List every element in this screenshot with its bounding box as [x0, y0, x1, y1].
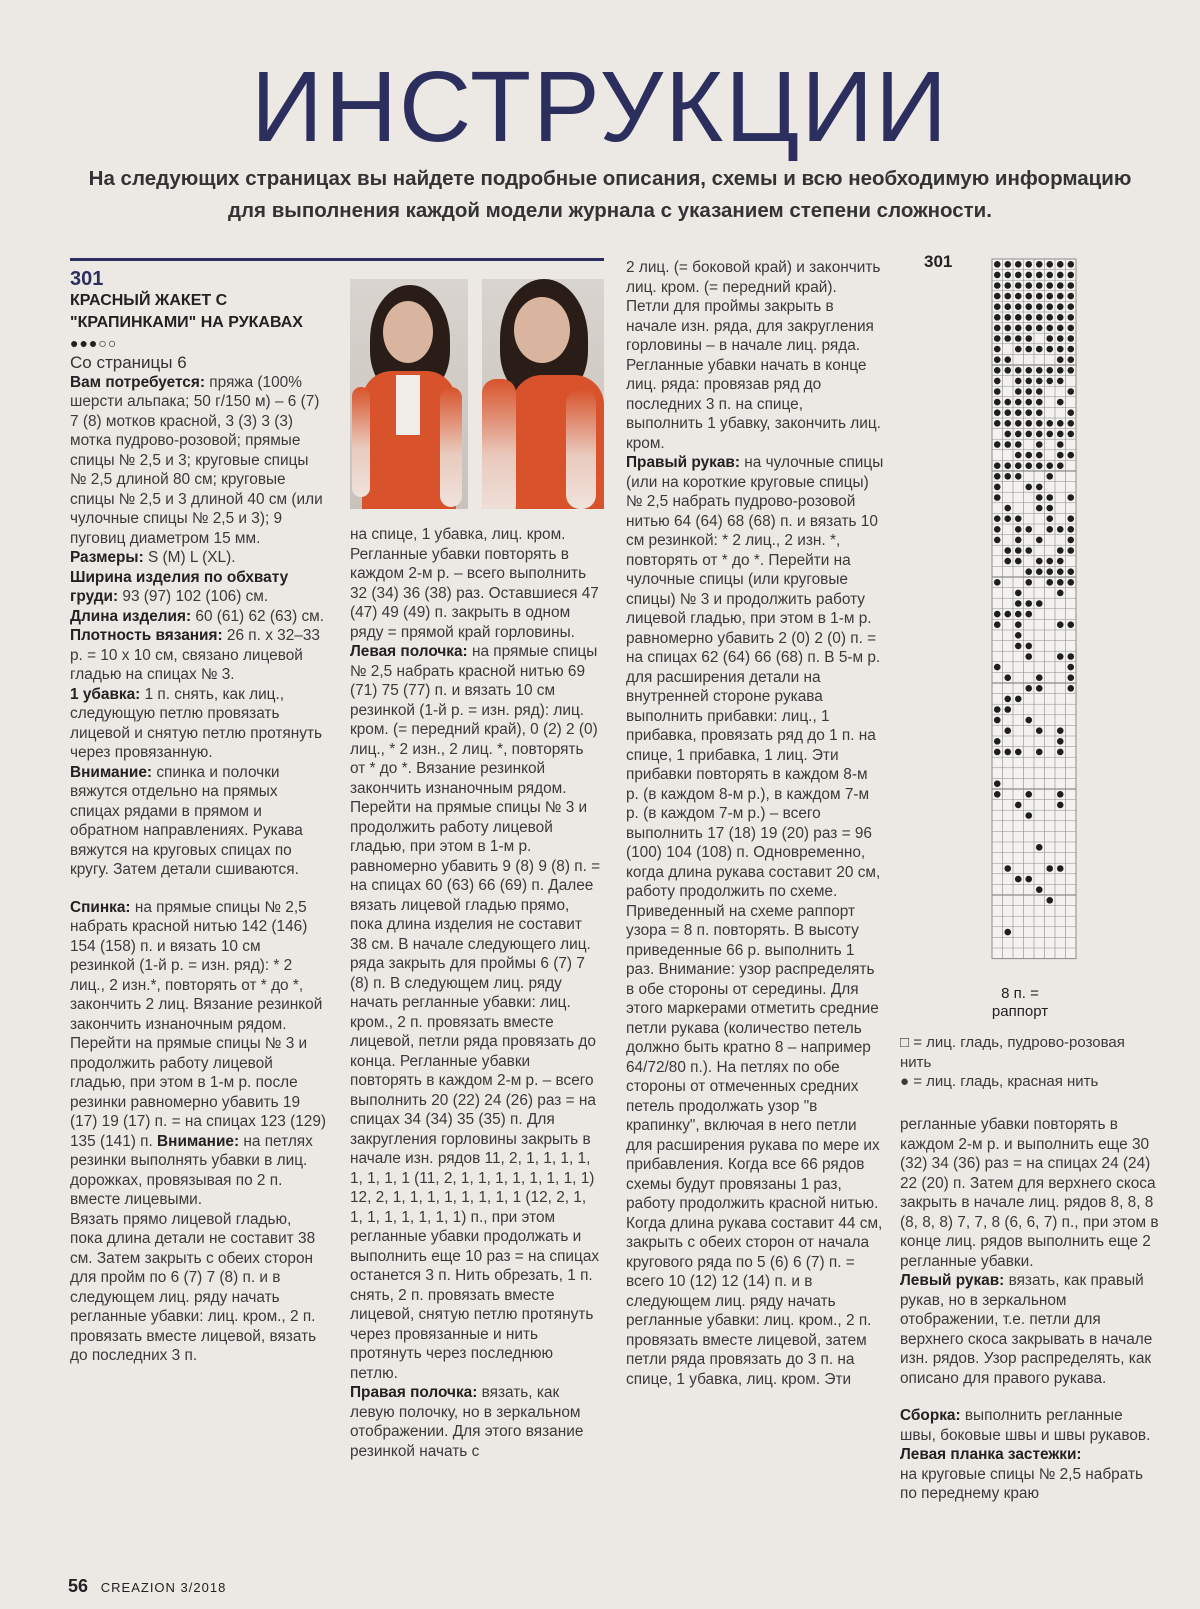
chart-stitch-dot: [1004, 515, 1011, 522]
needs-paragraph: Вам потребуется: пряжа (100% шерсти альпака; 50 г/150 м) – 6 (7) 7 (8) мотков красной, 3 (3) 3 (3) мотка пудрово-розовой; прямые спицы № 2,5 и 3; круговые спицы № 2,5 длиной 80 см; круговые спицы № 2,5 и 3 длиной 40 см (или чулочные спицы № 2,5 и 3); 9 пуговиц диаметром 15 мм.: [70, 373, 323, 547]
chart-stitch-dot: [1015, 293, 1022, 300]
chart-stitch-dot: [1057, 431, 1064, 438]
chart-stitch-dot: [1036, 272, 1043, 279]
chart-stitch-dot: [1004, 367, 1011, 374]
chart-stitch-dot: [1025, 420, 1032, 427]
chart-stitch-dot: [994, 738, 1001, 745]
chart-stitch-dot: [1004, 611, 1011, 618]
chart-stitch-dot: [1057, 378, 1064, 385]
rapport-label: [970, 985, 1070, 1021]
chart-stitch-dot: [1057, 558, 1064, 565]
chart-stitch-dot: [994, 441, 1001, 448]
chart-stitch-dot: [1067, 272, 1074, 279]
chart-stitch-dot: [1036, 685, 1043, 692]
chart-stitch-dot: [994, 378, 1001, 385]
chart-legend: [900, 1033, 1150, 1092]
chart-stitch-dot: [1036, 431, 1043, 438]
chart-stitch-dot: [994, 420, 1001, 427]
chart-stitch-dot: [1067, 303, 1074, 310]
intro-text: На следующих страницах вы найдете подробные описания, схемы и всю необходимую информацию для выполнения каждой модели журнала с указанием степени сложности.: [88, 167, 1132, 222]
chart-stitch-dot: [1004, 674, 1011, 681]
chart-stitch-dot: [1015, 537, 1022, 544]
chart-stitch-dot: [1015, 409, 1022, 416]
knitting-chart: [990, 257, 1080, 981]
chart-stitch-dot: [1004, 335, 1011, 342]
chart-stitch-dot: [1015, 441, 1022, 448]
chart-stitch-dot: [1067, 325, 1074, 332]
chart-stitch-dot: [1036, 558, 1043, 565]
chart-stitch-dot: [994, 611, 1001, 618]
left-sleeve-paragraph: Левый рукав: вязать, как правый рукав, но в зеркальном отображении, т.е. петли для верхнего скоса закрывать в начале изн. рядов. Узор распределять, как описано для правого рукава.: [900, 1272, 1153, 1387]
chart-stitch-dot: [994, 484, 1001, 491]
chart-stitch-dot: [1004, 706, 1011, 713]
col3-paragraph-1: 2 лиц. (= боковой край) и закончить лиц. кром. (= передний край). Петли для проймы закрыть в начале изн. ряда, для закругления горловины – в начале лиц. ряда. Регланные убавки начать в конце лиц. ряда: провязав ряд до последних 3 п. на спице, выполнить 1 убавку, закончить лиц. кром.: [626, 259, 881, 452]
chart-stitch-dot: [1046, 505, 1053, 512]
chart-stitch-dot: [1036, 303, 1043, 310]
chart-stitch-dot: [1057, 802, 1064, 809]
chart-stitch-dot: [994, 664, 1001, 671]
placket-label: Левая планка застежки:: [900, 1446, 1082, 1463]
width-paragraph: Ширина изделия по обхвату груди: 93 (97) 102 (106) см.: [70, 568, 289, 605]
col2-paragraph-1: на спице, 1 убавка, лиц. кром. Регланные убавки повторять в каждом 2-м р. – всего выполнить 32 (34) 36 (38) раз. Оставшиеся 47 (47) 49 (49) п. закрыть в одном ряду = прямой край горловины.: [350, 526, 599, 641]
chart-stitch-dot: [1025, 462, 1032, 469]
model-photo-detail: [482, 279, 604, 509]
chart-stitch-dot: [1015, 515, 1022, 522]
chart-stitch-dot: [1015, 611, 1022, 618]
chart-stitch-dot: [1057, 399, 1064, 406]
column-3: [626, 258, 884, 1389]
chart-stitch-dot: [1057, 749, 1064, 756]
chart-stitch-dot: [1057, 367, 1064, 374]
placket-paragraph: на круговые спицы № 2,5 набрать по переднему краю: [900, 1465, 1144, 1502]
chart-stitch-dot: [1067, 452, 1074, 459]
chart-stitch-dot: [1036, 293, 1043, 300]
chart-stitch-dot: [1067, 515, 1074, 522]
chart-stitch-dot: [1025, 685, 1032, 692]
page-footer: [68, 1576, 226, 1597]
chart-stitch-dot: [1025, 484, 1032, 491]
right-sleeve-paragraph: Правый рукав: на чулочные спицы (или на короткие круговые спицы) № 2,5 набрать пудрово-розовой нитью 64 (64) 68 (68) п. и вязать 10 см резинкой: * 2 лиц., 2 изн. *, повторять от * до *. Перейти на чулочные спицы (или круговые спицы) № 3 и продолжить работу лицевой гладью, при этом в 1-м р. равномерно убавить 2 (0) 2 (0) п. = на спицах 62 (64) 66 (68) п. В 5-м р. для расширения детали на внутренней стороне рукава выполнить прибавки: лиц., 1 прибавка, провязать ряд до 1 п. на спице, 1 прибавка, 1 лиц. Эти прибавки повторять в каждом 8-м р. (в каждом 8-м р.), в каждом 7-м р. (в каждом 7-м р.) – всего выполнить 17 (18) 19 (20) раз = 96 (100) 104 (108) п. Одновременно, когда длина рукава составит 20 см, работу продолжить по схеме. Приведенный на схеме раппорт узора = 8 п. повторять. В высоту приведенные 66 р. выполнить 1 раз. Внимание: узор распределять в обе стороны от середины. Для этого маркерами отметить средние петли рукава (количество петель должно быть кратно 8 – например 64/72/80 п.). На петлях по обе стороны от отмеченных средних петель продолжать узор "в крапинку", включая в него петли для расширения рукава по мере их прибавления. Когда все 66 рядов схемы будут провязаны 1 раз, работу продолжить красной нитью. Когда длина рукава составит 44 см, закрыть с обеих сторон от начала кругового ряда по 5 (6) 6 (7) п. = всего 10 (12) 12 (14) п. и в следующем лиц. ряду начать регланные убавки: лиц. кром., 2 п. провязать вместе лицевой, затем петли ряда провязать до 3 п. на спице, 1 убавка, лиц. кром. Эти: [626, 454, 884, 1388]
chart-stitch-dot: [1046, 431, 1053, 438]
chart-stitch-dot: [1036, 886, 1043, 893]
chart-stitch-dot: [1067, 431, 1074, 438]
chart-stitch-dot: [1036, 420, 1043, 427]
chart-stitch-dot: [1004, 303, 1011, 310]
chart-stitch-dot: [1025, 409, 1032, 416]
chart-stitch-dot: [1057, 356, 1064, 363]
column-4: [900, 1115, 1160, 1504]
chart-stitch-dot: [1004, 409, 1011, 416]
length-paragraph: Длина изделия: 60 (61) 62 (63) см.: [70, 607, 325, 625]
chart-stitch-dot: [1015, 325, 1022, 332]
chart-stitch-dot: [1046, 897, 1053, 904]
chart-stitch-dot: [1025, 346, 1032, 353]
rapport-word: раппорт: [991, 1003, 1049, 1020]
chart-stitch-dot: [1067, 494, 1074, 501]
chart-stitch-dot: [1004, 282, 1011, 289]
chart-stitch-dot: [1046, 272, 1053, 279]
chart-stitch-dot: [1067, 409, 1074, 416]
chart-stitch-dot: [1015, 452, 1022, 459]
chart-number: 301: [924, 252, 953, 271]
chart-stitch-dot: [1004, 314, 1011, 321]
chart-stitch-dot: [1036, 282, 1043, 289]
chart-stitch-dot: [1057, 590, 1064, 597]
chart-stitch-dot: [1046, 282, 1053, 289]
chart-stitch-dot: [1015, 367, 1022, 374]
chart-stitch-dot: [1067, 547, 1074, 554]
chart-stitch-dot: [1036, 727, 1043, 734]
chart-stitch-dot: [1015, 282, 1022, 289]
chart-stitch-dot: [1046, 367, 1053, 374]
chart-stitch-dot: [1057, 526, 1064, 533]
chart-stitch-dot: [1004, 929, 1011, 936]
chart-stitch-dot: [1067, 579, 1074, 586]
chart-stitch-dot: [1036, 367, 1043, 374]
chart-stitch-dot: [1025, 653, 1032, 660]
chart-stitch-dot: [1015, 558, 1022, 565]
back-paragraph: Спинка: на прямые спицы № 2,5 набрать красной нитью 142 (146) 154 (158) п. и вязать 10 см резинкой (1-й р. = изн. ряд): * 2 лиц., 2 изн.*, повторять от * до *, закончить 2 лиц. Вязание резинкой закончить изнаночным рядом. Перейти на прямые спицы № 3 и продолжить работу лицевой гладью, при этом в 1-м р. после резинки равномерно убавить 19 (17) 19 (17) п. = на спицах 123 (129) 135 (141) п. Внимание: на петлях резинки выполнять убавки в лиц. дорожках, провязывая по 2 п. вместе лицевыми.: [70, 898, 327, 1208]
chart-stitch-dot: [1025, 367, 1032, 374]
chart-stitch-dot: [994, 717, 1001, 724]
chart-stitch-dot: [994, 515, 1001, 522]
chart-stitch-dot: [1015, 590, 1022, 597]
chart-stitch-dot: [1057, 568, 1064, 575]
chart-stitch-dot: [1067, 568, 1074, 575]
chart-stitch-dot: [1025, 314, 1032, 321]
chart-stitch-dot: [1057, 547, 1064, 554]
chart-stitch-dot: [1015, 378, 1022, 385]
chart-stitch-dot: [1067, 314, 1074, 321]
chart-stitch-dot: [1057, 727, 1064, 734]
chart-stitch-dot: [1025, 643, 1032, 650]
model-title: КРАСНЫЙ ЖАКЕТ С "КРАПИНКАМИ" НА РУКАВАХ: [70, 291, 303, 331]
chart-stitch-dot: [1004, 261, 1011, 268]
magazine-issue: CREAZION 3/2018: [100, 1580, 227, 1595]
chart-stitch-dot: [994, 261, 1001, 268]
chart-stitch-dot: [1004, 356, 1011, 363]
chart-stitch-dot: [1036, 441, 1043, 448]
chart-stitch-dot: [1036, 452, 1043, 459]
chart-stitch-dot: [1025, 282, 1032, 289]
right-front-paragraph: Правая полочка: вязать, как левую полочку, но в зеркальном отображении. Для этого вязание резинкой начать с: [350, 1384, 584, 1460]
chart-stitch-dot: [1015, 696, 1022, 703]
chart-stitch-dot: [994, 537, 1001, 544]
chart-stitch-dot: [1057, 865, 1064, 872]
chart-stitch-dot: [1057, 346, 1064, 353]
chart-stitch-dot: [1057, 462, 1064, 469]
chart-stitch-dot: [1025, 526, 1032, 533]
chart-stitch-dot: [1025, 452, 1032, 459]
chart-stitch-dot: [1025, 547, 1032, 554]
chart-stitch-dot: [1067, 674, 1074, 681]
chart-stitch-dot: [1067, 261, 1074, 268]
chart-stitch-dot: [1004, 473, 1011, 480]
chart-stitch-dot: [1067, 293, 1074, 300]
difficulty-rating: ●●●○○: [70, 334, 118, 351]
chart-stitch-dot: [1015, 632, 1022, 639]
chart-stitch-dot: [1036, 568, 1043, 575]
chart-stitch-dot: [1067, 685, 1074, 692]
chart-stitch-dot: [1067, 526, 1074, 533]
chart-stitch-dot: [994, 367, 1001, 374]
chart-stitch-dot: [1025, 335, 1032, 342]
chart-stitch-dot: [1046, 314, 1053, 321]
chart-stitch-dot: [1046, 346, 1053, 353]
chart-stitch-dot: [1057, 303, 1064, 310]
chart-stitch-dot: [1057, 441, 1064, 448]
chart-stitch-dot: [1015, 420, 1022, 427]
chart-stitch-dot: [1057, 452, 1064, 459]
chart-stitch-dot: [994, 388, 1001, 395]
chart-stitch-dot: [1004, 505, 1011, 512]
chart-stitch-dot: [994, 473, 1001, 480]
chart-stitch-dot: [1036, 600, 1043, 607]
chart-stitch-dot: [1046, 515, 1053, 522]
chart-stitch-dot: [994, 335, 1001, 342]
sizes-paragraph: Размеры: S (M) L (XL).: [70, 549, 236, 566]
chart-stitch-dot: [1015, 431, 1022, 438]
chart-stitch-dot: [1004, 462, 1011, 469]
chart-stitch-dot: [1025, 399, 1032, 406]
chart-stitch-dot: [1067, 356, 1074, 363]
chart-stitch-dot: [1057, 325, 1064, 332]
chart-stitch-dot: [1015, 526, 1022, 533]
chart-stitch-dot: [1067, 621, 1074, 628]
chart-stitch-dot: [1046, 568, 1053, 575]
chart-stitch-dot: [1046, 526, 1053, 533]
chart-stitch-dot: [1057, 738, 1064, 745]
chart-stitch-dot: [1036, 314, 1043, 321]
chart-stitch-dot: [1067, 653, 1074, 660]
chart-stitch-dot: [1036, 378, 1043, 385]
chart-stitch-dot: [1004, 293, 1011, 300]
chart-stitch-dot: [1057, 579, 1064, 586]
chart-stitch-dot: [1025, 876, 1032, 883]
chart-stitch-dot: [994, 346, 1001, 353]
chart-stitch-dot: [994, 409, 1001, 416]
chart-stitch-dot: [994, 325, 1001, 332]
from-page: Со страницы 6: [70, 353, 187, 372]
chart-stitch-dot: [1036, 388, 1043, 395]
chart-stitch-dot: [1015, 303, 1022, 310]
chart-stitch-dot: [1015, 261, 1022, 268]
chart-stitch-dot: [1057, 335, 1064, 342]
chart-stitch-dot: [1046, 335, 1053, 342]
chart-stitch-dot: [1025, 600, 1032, 607]
chart-stitch-dot: [1025, 568, 1032, 575]
chart-stitch-dot: [994, 282, 1001, 289]
page-number: 56: [68, 1576, 89, 1596]
chart-stitch-dot: [1057, 621, 1064, 628]
chart-stitch-dot: [994, 399, 1001, 406]
section-rule: [70, 258, 604, 261]
chart-stitch-dot: [1036, 399, 1043, 406]
chart-stitch-dot: [1046, 462, 1053, 469]
chart-stitch-dot: [1015, 600, 1022, 607]
chart-stitch-dot: [1036, 494, 1043, 501]
chart-stitch-dot: [1004, 727, 1011, 734]
chart-stitch-dot: [1015, 547, 1022, 554]
chart-stitch-dot: [1067, 664, 1074, 671]
chart-stitch-dot: [1004, 399, 1011, 406]
legend-dark: ● = лиц. гладь, красная нить: [900, 1073, 1099, 1090]
left-front-paragraph: Левая полочка: на прямые спицы № 2,5 набрать красной нитью 69 (71) 75 (77) п. и вязать 10 см резинкой (1-й р. = изн. ряд): лиц. кром. (= передний край), 0 (2) 2 (0) лиц., * 2 изн., 2 лиц. *, повторять от * до *. Вязание резинкой закончить изнаночным рядом. Перейти на прямые спицы № 3 и продолжить работу лицевой гладью, при этом в 1-м р. равномерно убавить 9 (8) 9 (8) п. = на спицах 60 (63) 66 (69) п. Далее вязать лицевой гладью прямо, пока длина изделия не составит 38 см. В начале следующего лиц. ряда закрыть для проймы 6 (7) 7 (8) п. В следующем лиц. ряду начать регланные убавки: лиц. кром., 2 п. провязать вместе лицевой, петли ряда провязать до конца. Регланные убавки повторять в каждом 2-м р. – всего выполнить 20 (22) 24 (26) раз = на спицах 34 (34) 35 (35) п. Для закругления горловины закрыть в начале изн. рядов 11, 2, 1, 1, 1, 1, 1, 1, 1, 1 (11, 2, 1, 1, 1, 1, 1, 1, 1, 1) 12, 2, 1, 1, 1, 1, 1, 1, 1, 1 (12, 2, 1, 1, 1, 1, 1, 1, 1, 1) п., при этом регланные убавки продолжать и выполнить еще 10 раз = на спицах останется 3 п. Нить обрезать, 1 п. снять, 2 п. провязать вместе лицевой, снятую петлю протянуть через провязанные и нить протянуть через последнюю петлю.: [350, 643, 601, 1382]
chart-stitch-dot: [994, 579, 1001, 586]
chart-stitch-dot: [1036, 537, 1043, 544]
chart-stitch-dot: [1057, 791, 1064, 798]
chart-stitch-dot: [994, 621, 1001, 628]
gauge-paragraph: Плотность вязания: 26 п. х 32–33 р. = 10 х 10 см, связано лицевой гладью на спицах № 3.: [70, 627, 320, 683]
chart-stitch-dot: [994, 293, 1001, 300]
chart-stitch-dot: [1036, 484, 1043, 491]
chart-stitch-dot: [994, 272, 1001, 279]
chart-stitch-dot: [994, 706, 1001, 713]
chart-stitch-dot: [1025, 717, 1032, 724]
chart-stitch-dot: [1046, 579, 1053, 586]
attention-paragraph: Внимание: спинка и полочки вяжутся отдельно на прямых спицах рядами в прямом и обратном направлениях. Рукава вяжутся на круговых спицах по кругу. Затем детали сшиваются.: [70, 763, 303, 878]
chart-stitch-dot: [1036, 261, 1043, 268]
chart-stitch-dot: [1015, 272, 1022, 279]
assembly-paragraph: Сборка: выполнить регланные швы, боковые швы и швы рукавов.: [900, 1407, 1151, 1444]
chart-stitch-dot: [1004, 325, 1011, 332]
chart-stitch-dot: [1057, 314, 1064, 321]
chart-stitch-dot: [1015, 399, 1022, 406]
chart-stitch-dot: [1025, 325, 1032, 332]
chart-stitch-dot: [1025, 261, 1032, 268]
chart-stitch-dot: [1025, 791, 1032, 798]
chart-stitch-dot: [994, 303, 1001, 310]
chart-stitch-dot: [1067, 367, 1074, 374]
chart-stitch-dot: [1046, 261, 1053, 268]
chart-stitch-dot: [1004, 865, 1011, 872]
chart-stitch-dot: [994, 314, 1001, 321]
chart-stitch-dot: [1015, 802, 1022, 809]
chart-stitch-dot: [1046, 494, 1053, 501]
back-paragraph-2: Вязать прямо лицевой гладью, пока длина детали не составит 38 см. Затем закрыть с обеих сторон для пройм по 6 (7) 7 (8) п. и в следующем лиц. ряду начать регланные убавки: лиц. кром., 2 п. провязать вместе лицевой, вязать до последних 3 п.: [70, 1210, 317, 1364]
chart-stitch-dot: [1067, 420, 1074, 427]
chart-stitch-dot: [1015, 462, 1022, 469]
chart-stitch-dot: [1036, 749, 1043, 756]
chart-stitch-dot: [1015, 388, 1022, 395]
chart-stitch-dot: [1004, 558, 1011, 565]
chart-stitch-dot: [1004, 272, 1011, 279]
chart-stitch-dot: [1046, 473, 1053, 480]
legend-light: □ = лиц. гладь, пудрово-розовая нить: [900, 1034, 1125, 1071]
chart-stitch-dot: [994, 780, 1001, 787]
decrease-paragraph: 1 убавка: 1 п. снять, как лиц., следующую петлю провязать лицевой и снятую петлю протянуть через провязанную.: [70, 685, 323, 761]
chart-stitch-dot: [1015, 621, 1022, 628]
page-title: ИНСТРУКЦИИ: [250, 51, 950, 163]
model-photo-front: [350, 279, 468, 509]
chart-stitch-dot: [1015, 643, 1022, 650]
chart-stitch-dot: [1004, 749, 1011, 756]
chart-stitch-dot: [1004, 441, 1011, 448]
chart-stitch-dot: [1015, 314, 1022, 321]
chart-stitch-dot: [1025, 812, 1032, 819]
chart-stitch-dot: [1067, 335, 1074, 342]
chart-stitch-dot: [1025, 272, 1032, 279]
chart-stitch-dot: [1057, 293, 1064, 300]
chart-stitch-dot: [1067, 388, 1074, 395]
chart-stitch-dot: [1046, 325, 1053, 332]
col4-paragraph-1: регланные убавки повторять в каждом 2-м р. и выполнить еще 30 (32) 34 (36) раз = на спицах 24 (24) 22 (20) п. Затем для верхнего скоса закрыть в начале лиц. рядов 8, 8, 8 (8, 8, 8) 7, 7, 8 (6, 6, 7) п., при этом в конце лиц. рядов выполнить еще 2 регланные убавки.: [900, 1116, 1159, 1270]
chart-stitch-dot: [1046, 420, 1053, 427]
chart-stitch-dot: [1025, 611, 1032, 618]
chart-stitch-dot: [1025, 388, 1032, 395]
chart-stitch-dot: [1046, 865, 1053, 872]
chart-stitch-dot: [1004, 547, 1011, 554]
chart-stitch-dot: [1046, 378, 1053, 385]
chart-stitch-dot: [1036, 325, 1043, 332]
chart-stitch-dot: [994, 494, 1001, 501]
chart-stitch-dot: [1057, 261, 1064, 268]
model-number: 301: [70, 268, 104, 290]
column-2: [350, 525, 602, 1461]
chart-stitch-dot: [1067, 346, 1074, 353]
chart-stitch-dot: [1057, 272, 1064, 279]
chart-stitch-dot: [1025, 303, 1032, 310]
chart-stitch-dot: [1004, 696, 1011, 703]
chart-stitch-dot: [1036, 674, 1043, 681]
chart-stitch-dot: [1004, 420, 1011, 427]
chart-stitch-dot: [1046, 303, 1053, 310]
chart-stitch-dot: [1057, 653, 1064, 660]
chart-stitch-dot: [1025, 431, 1032, 438]
chart-stitch-dot: [994, 791, 1001, 798]
chart-stitch-dot: [1036, 505, 1043, 512]
chart-stitch-dot: [1036, 346, 1043, 353]
chart-stitch-dot: [994, 526, 1001, 533]
chart-stitch-dot: [1036, 844, 1043, 851]
chart-stitch-dot: [1025, 378, 1032, 385]
chart-stitch-dot: [1036, 409, 1043, 416]
chart-stitch-dot: [1015, 749, 1022, 756]
chart-stitch-dot: [1015, 335, 1022, 342]
chart-stitch-dot: [1067, 282, 1074, 289]
chart-stitch-dot: [1004, 431, 1011, 438]
chart-stitch-dot: [1015, 876, 1022, 883]
chart-stitch-dot: [1057, 282, 1064, 289]
chart-stitch-dot: [1025, 293, 1032, 300]
rapport-count: 8 п. =: [1001, 985, 1039, 1002]
chart-stitch-dot: [994, 356, 1001, 363]
chart-stitch-dot: [994, 462, 1001, 469]
column-1: [70, 270, 328, 1366]
chart-stitch-dot: [1046, 558, 1053, 565]
chart-stitch-dot: [1015, 346, 1022, 353]
chart-stitch-dot: [1015, 473, 1022, 480]
chart-stitch-dot: [994, 749, 1001, 756]
chart-stitch-dot: [1025, 579, 1032, 586]
chart-stitch-dot: [1067, 537, 1074, 544]
chart-stitch-dot: [1057, 420, 1064, 427]
chart-stitch-dot: [1036, 462, 1043, 469]
chart-stitch-dot: [1046, 293, 1053, 300]
